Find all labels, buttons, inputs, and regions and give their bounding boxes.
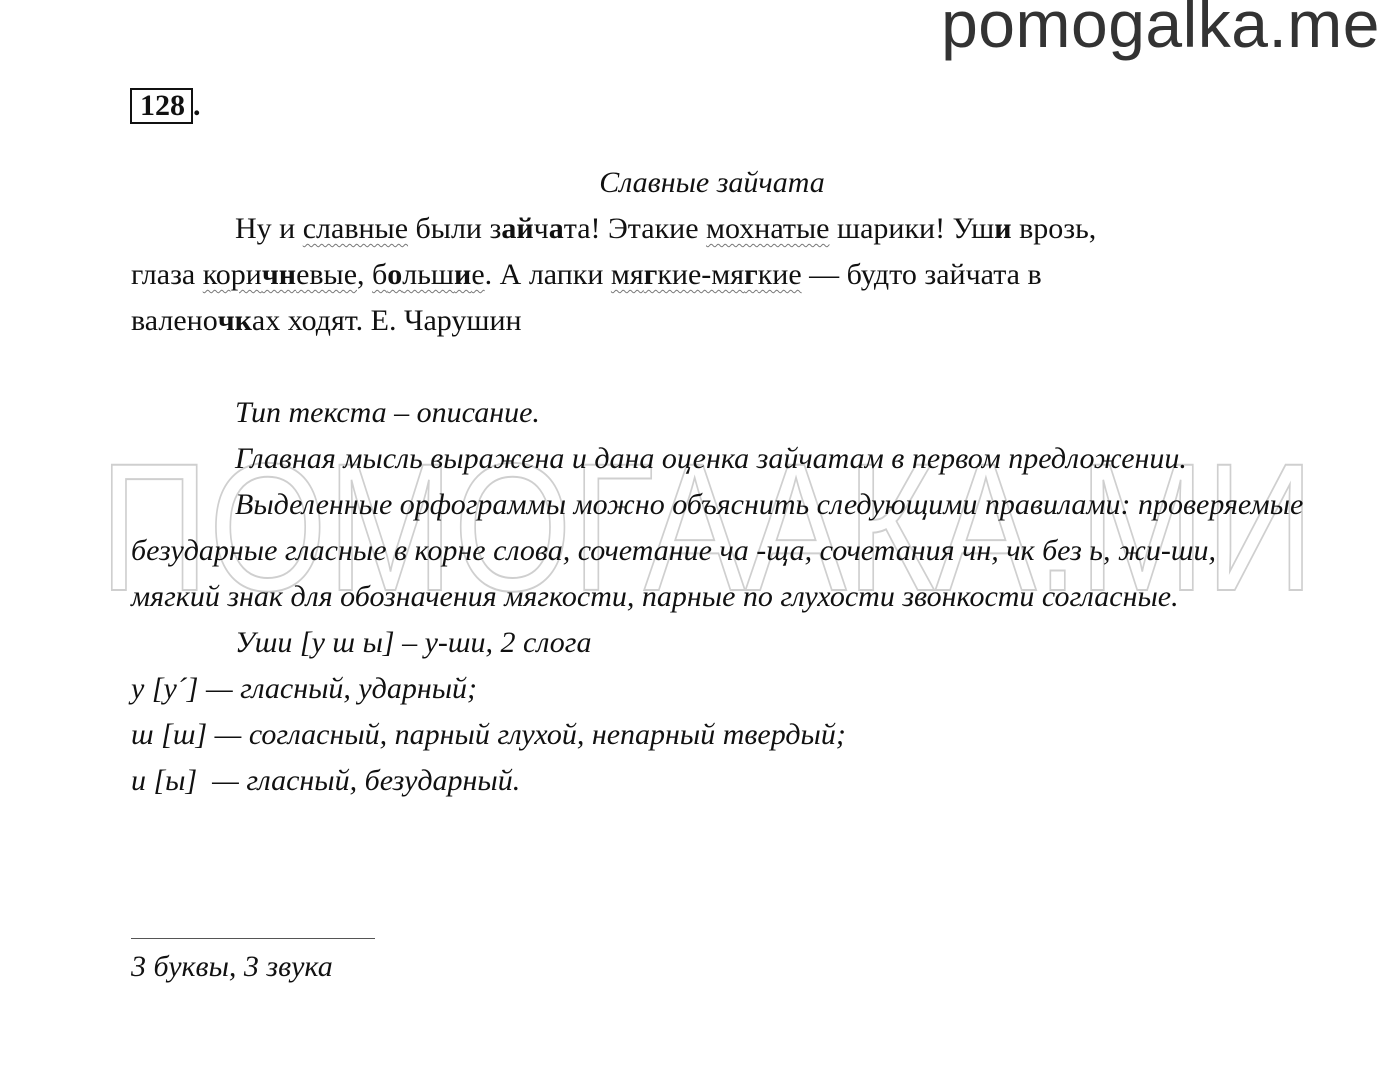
exercise-number-dot: . <box>193 89 201 122</box>
spelling-mark: чк <box>217 304 252 337</box>
footnote: 3 буквы, 3 звука <box>131 950 333 983</box>
exercise-number <box>130 88 201 124</box>
story-line-1: Ну и славные были зайчата! Этакие мохнатые шарики! Уши врозь, <box>235 212 1097 245</box>
site-label: pomogalka.me <box>941 0 1380 61</box>
phonetic-line: ш [ш] — согласный, парный глухой, непарный твердый; <box>131 718 846 751</box>
spelling-word: коричневые <box>202 258 358 291</box>
analysis <box>131 390 1306 804</box>
spelling-mark: ай <box>501 212 534 245</box>
phonetic-line: и [ы] — гласный, безударный. <box>131 764 521 797</box>
story-line-3: валеночках ходят. Е. Чарушин <box>131 304 522 337</box>
watermark-text: ПОМОГААКА.МИ <box>99 440 1315 610</box>
story-text <box>131 206 1301 344</box>
spelling-word: большие <box>372 258 485 291</box>
text-type-line: Тип текста – описание. <box>235 396 540 429</box>
main-idea-line: Главная мысль выражена и дана оценка зайчатам в первом предложении. <box>235 442 1187 475</box>
story-line-2: глаза коричневые, большие. А лапки мягкие-мягкие — будто зайчата в <box>131 258 1042 291</box>
story-title: Славные зайчата <box>599 166 825 199</box>
spelling-word: славные <box>302 212 409 245</box>
spelling-mark: а <box>548 212 564 245</box>
spelling-word: мохнатые <box>706 212 830 245</box>
phonetic-header: Уши [у ш ы] – у-ши, 2 слога <box>235 626 592 659</box>
rules-line: Выделенные орфограммы можно объяснить следующими правилами: проверяемые безударные гласные в корне слова, сочетание ча -ща, сочетания чн, чк без ь, жи-ши, мягкий знак для обозначения мягкости, парные по глухости звонкости согласные. <box>131 488 1304 613</box>
footnote-divider <box>131 938 375 939</box>
spelling-word: мягкие-мягкие <box>610 258 802 291</box>
exercise-number-box: 128 <box>130 88 193 124</box>
phonetic-line: у [у´] — гласный, ударный; <box>131 672 478 705</box>
spelling-mark: и <box>994 212 1012 245</box>
